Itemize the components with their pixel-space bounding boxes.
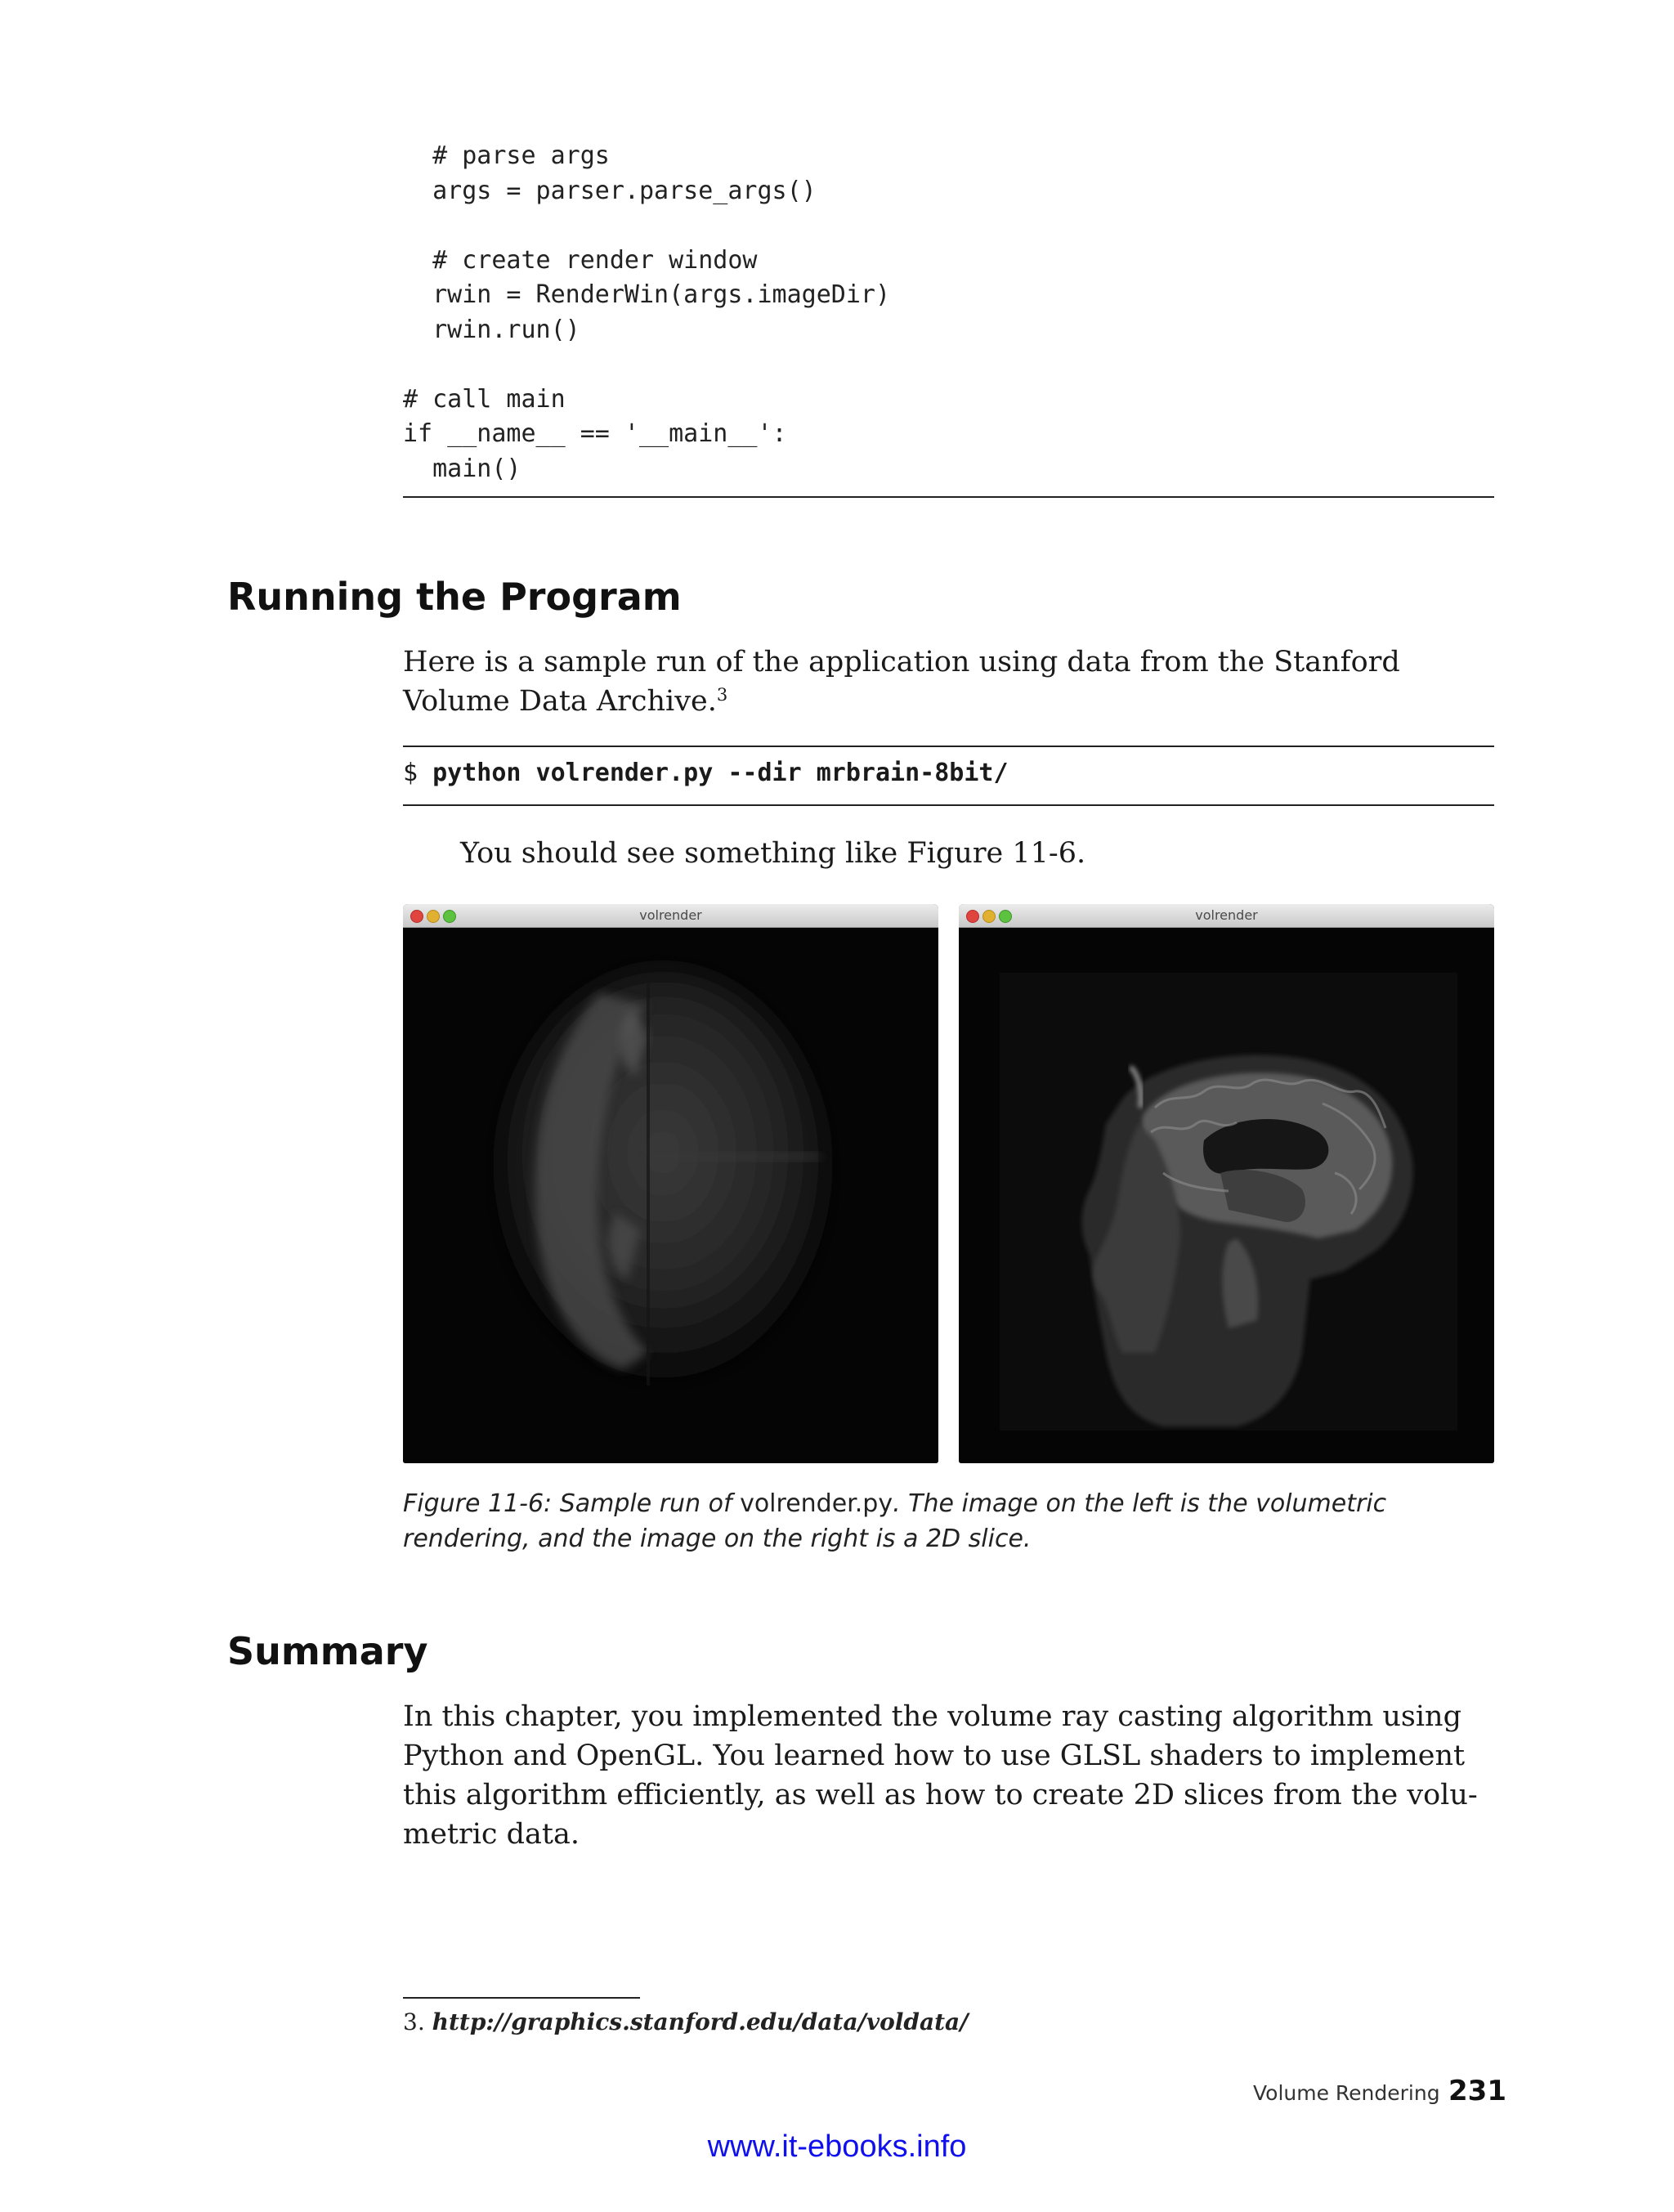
- window-titlebar: [403, 904, 938, 928]
- code-block-bottom-rule: [403, 496, 1494, 498]
- section-running-paragraph: [403, 643, 1494, 721]
- figure-caption: [403, 1486, 1494, 1556]
- volume-rendering-image: [403, 928, 938, 1463]
- command-text: python volrender.py --dir mrbrain-8bit/: [432, 759, 1009, 787]
- command-prompt: $: [403, 759, 433, 787]
- right-render-window: [959, 904, 1494, 1463]
- code-line: main(): [403, 454, 521, 483]
- code-line: # call main: [403, 384, 566, 414]
- mri-slice-image: [959, 928, 1494, 1463]
- code-line: rwin = RenderWin(args.imageDir): [403, 280, 891, 309]
- paragraph-text: Here is a sample run of the application using data from the Stanford Volume Data Archive.: [403, 646, 1400, 718]
- footnote-ref: 3: [716, 685, 728, 705]
- caption-code: volrender.py: [740, 1489, 893, 1518]
- command-bottom-rule: [403, 804, 1494, 806]
- figure-reference-text: You should see something like Figure 11-6.: [460, 837, 1086, 870]
- caption-text: Figure 11-6: Sample run of: [403, 1489, 741, 1518]
- footnote: [403, 2008, 968, 2035]
- section-heading-summary: Summary: [227, 1629, 428, 1673]
- footnote-rule: [403, 1997, 640, 1999]
- running-head: Volume Rendering: [1253, 2081, 1440, 2105]
- code-line: # create render window: [403, 245, 758, 275]
- code-line: # parse args: [403, 141, 610, 170]
- footnote-number: 3.: [403, 2008, 425, 2035]
- window-titlebar: [959, 904, 1494, 928]
- code-line: rwin.run(): [403, 315, 580, 344]
- page-number: 231: [1448, 2075, 1506, 2107]
- code-line: args = parser.parse_args(): [403, 176, 817, 205]
- left-render-window: [403, 904, 938, 1463]
- caption-text: . The image on the left is the volumetric rendering, and the image on the right is a 2D slice.: [403, 1489, 1387, 1553]
- footnote-url: http://graphics.stanford.edu/data/voldata/: [432, 2008, 969, 2035]
- summary-paragraph: In this chapter, you implemented the volume ray casting algorithm using Python and OpenGL. You learned how to use GLSL shaders to implement this algorithm efficiently, as well as how to create 2D slices from the volu-metric data.: [403, 1700, 1478, 1851]
- code-line: if __name__ == '__main__':: [403, 419, 787, 448]
- window-title: volrender: [1195, 907, 1258, 923]
- command-top-rule: [403, 746, 1494, 747]
- section-heading-running: Running the Program: [227, 575, 682, 619]
- command-listing: [403, 756, 1494, 790]
- watermark-link[interactable]: www.it-ebooks.info: [707, 2129, 967, 2164]
- code-block: [403, 139, 1494, 486]
- window-title: volrender: [639, 907, 702, 923]
